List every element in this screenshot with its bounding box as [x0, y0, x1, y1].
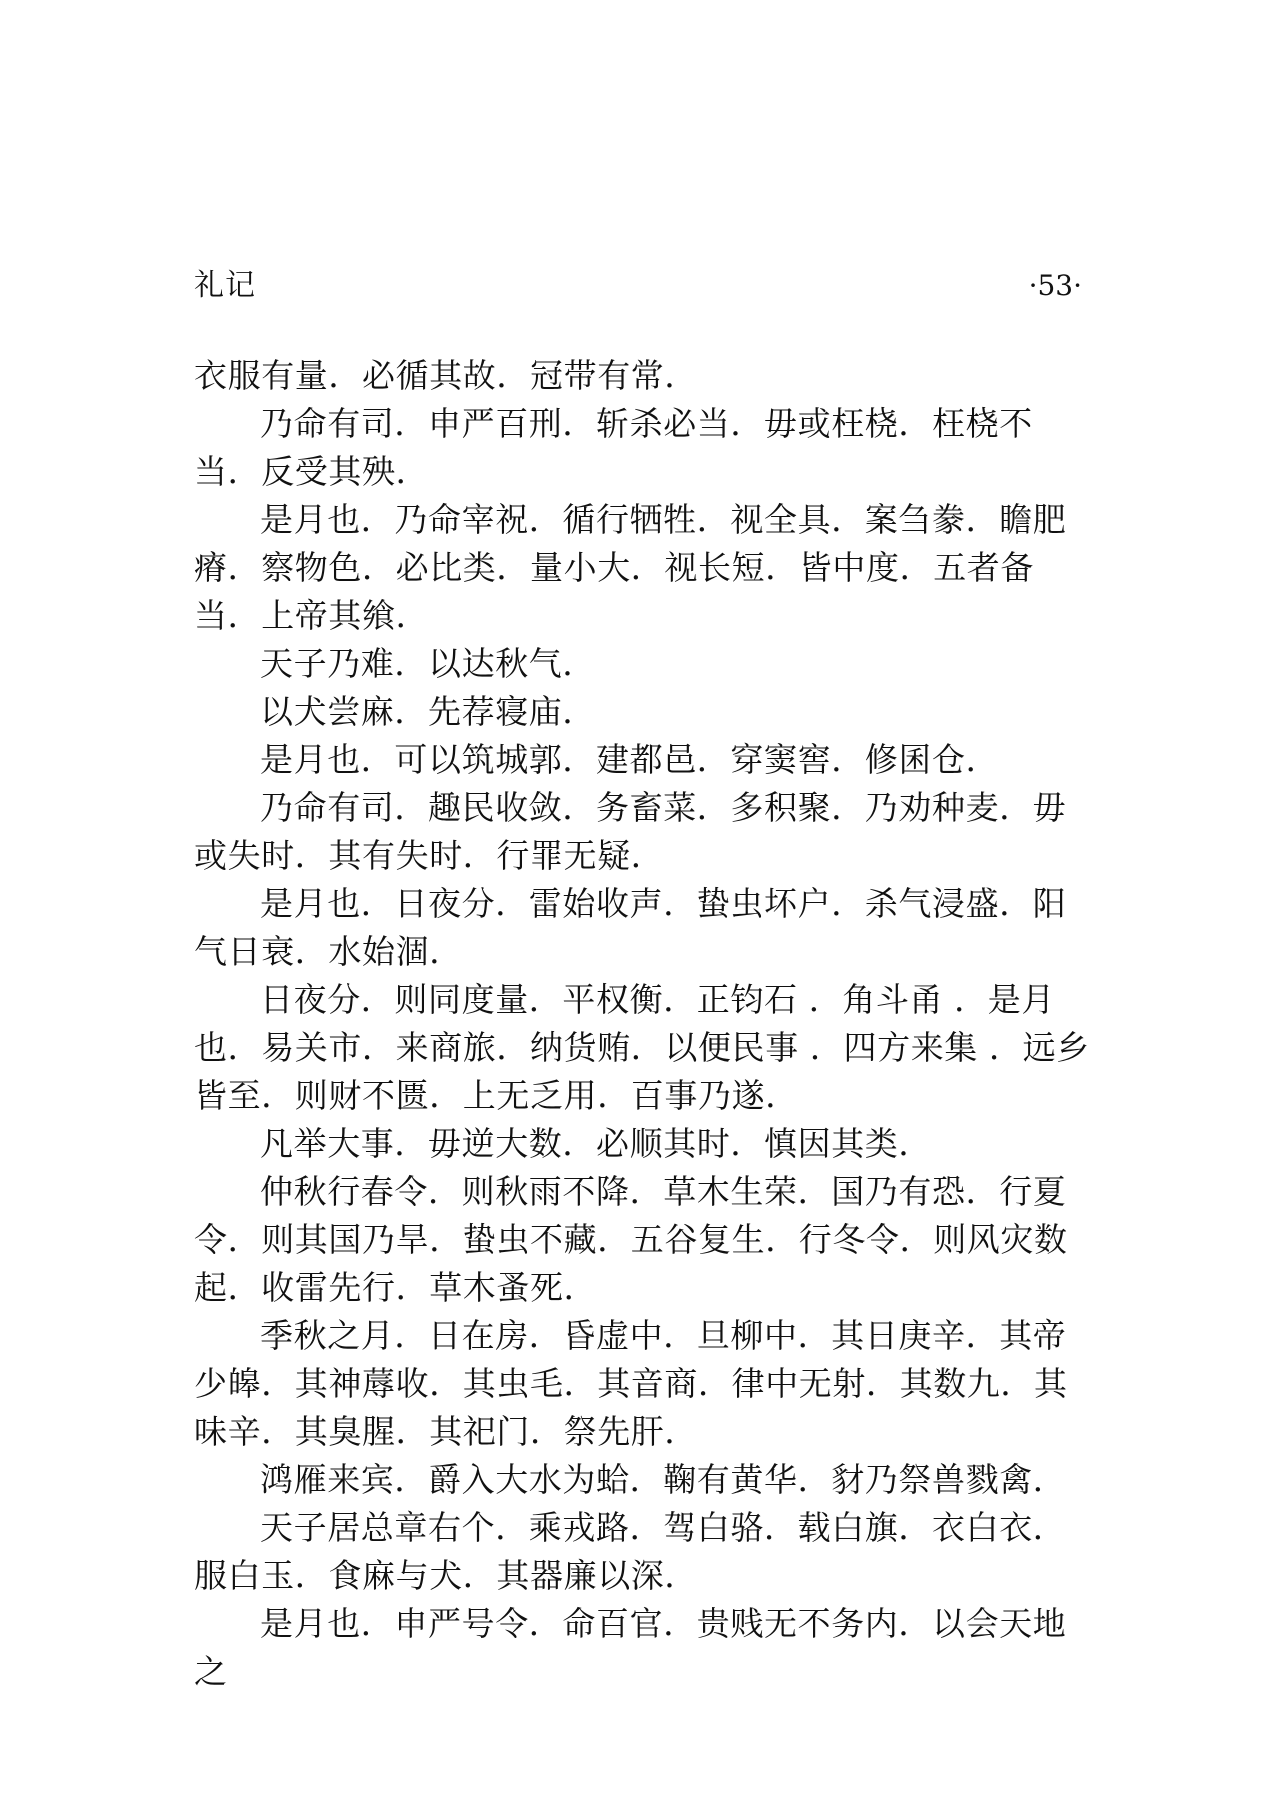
paragraph: 是月也．可以筑城郭．建都邑．穿窦窖．修囷仓． — [260, 740, 1000, 779]
paragraph: 天子居总章右个．乘戎路．驾白骆．载白旗．衣白衣．服白玉．食麻与犬．其器廉以深． — [194, 1508, 1067, 1595]
paragraph: 季秋之月．日在房．昏虚中．旦柳中．其日庚辛．其帝少皞．其神蓐收．其虫毛．其音商．律中无射．其数九．其味辛．其臭腥．其祀门．祭先肝． — [194, 1316, 1068, 1451]
paragraph: 衣服有量．必循其故．冠带有常． — [194, 356, 698, 395]
paragraph: 是月也．乃命宰祝．循行牺牲．视全具．案刍豢．瞻肥瘠．察物色．必比类．量小大．视长短．皆中度．五者备当．上帝其飨． — [194, 500, 1067, 635]
paragraph: 乃命有司．趣民收敛．务畜菜．多积聚．乃劝种麦．毋或失时．其有失时．行罪无疑． — [194, 788, 1067, 875]
paragraph: 乃命有司．申严百刑．斩杀必当．毋或枉桡．枉桡不当．反受其殃． — [194, 404, 1033, 491]
page-number: ·53· — [1028, 269, 1082, 302]
paragraph: 是月也．日夜分．雷始收声．蛰虫坏户．杀气浸盛．阳气日衰．水始涸． — [194, 884, 1067, 971]
paragraph: 鸿雁来宾．爵入大水为蛤．鞠有黄华．豺乃祭兽戮禽． — [260, 1460, 1067, 1499]
paragraph: 天子乃难．以达秋气． — [260, 644, 596, 683]
body-text — [194, 352, 1094, 1696]
paragraph: 日夜分．则同度量．平权衡．正钧石 ．角斗甬 ．是月也．易关市．来商旅．纳货贿．以便民事 ．四方来集 ．远乡皆至．则财不匮．上无乏用．百事乃遂． — [194, 980, 1090, 1115]
paragraph: 仲秋行春令．则秋雨不降．草木生荣．国乃有恐．行夏令．则其国乃旱．蛰虫不藏．五谷复生．行冬令．则风灾数起．收雷先行．草木蚤死． — [194, 1172, 1068, 1307]
running-header — [194, 264, 1082, 308]
paragraph: 是月也．申严号令．命百官．贵贱无不务内．以会天地之 — [194, 1604, 1067, 1691]
paragraph: 以犬尝麻．先荐寝庙． — [260, 692, 596, 731]
paragraph: 凡举大事．毋逆大数．必顺其时．慎因其类． — [260, 1124, 932, 1163]
book-title: 礼记 — [194, 268, 256, 303]
